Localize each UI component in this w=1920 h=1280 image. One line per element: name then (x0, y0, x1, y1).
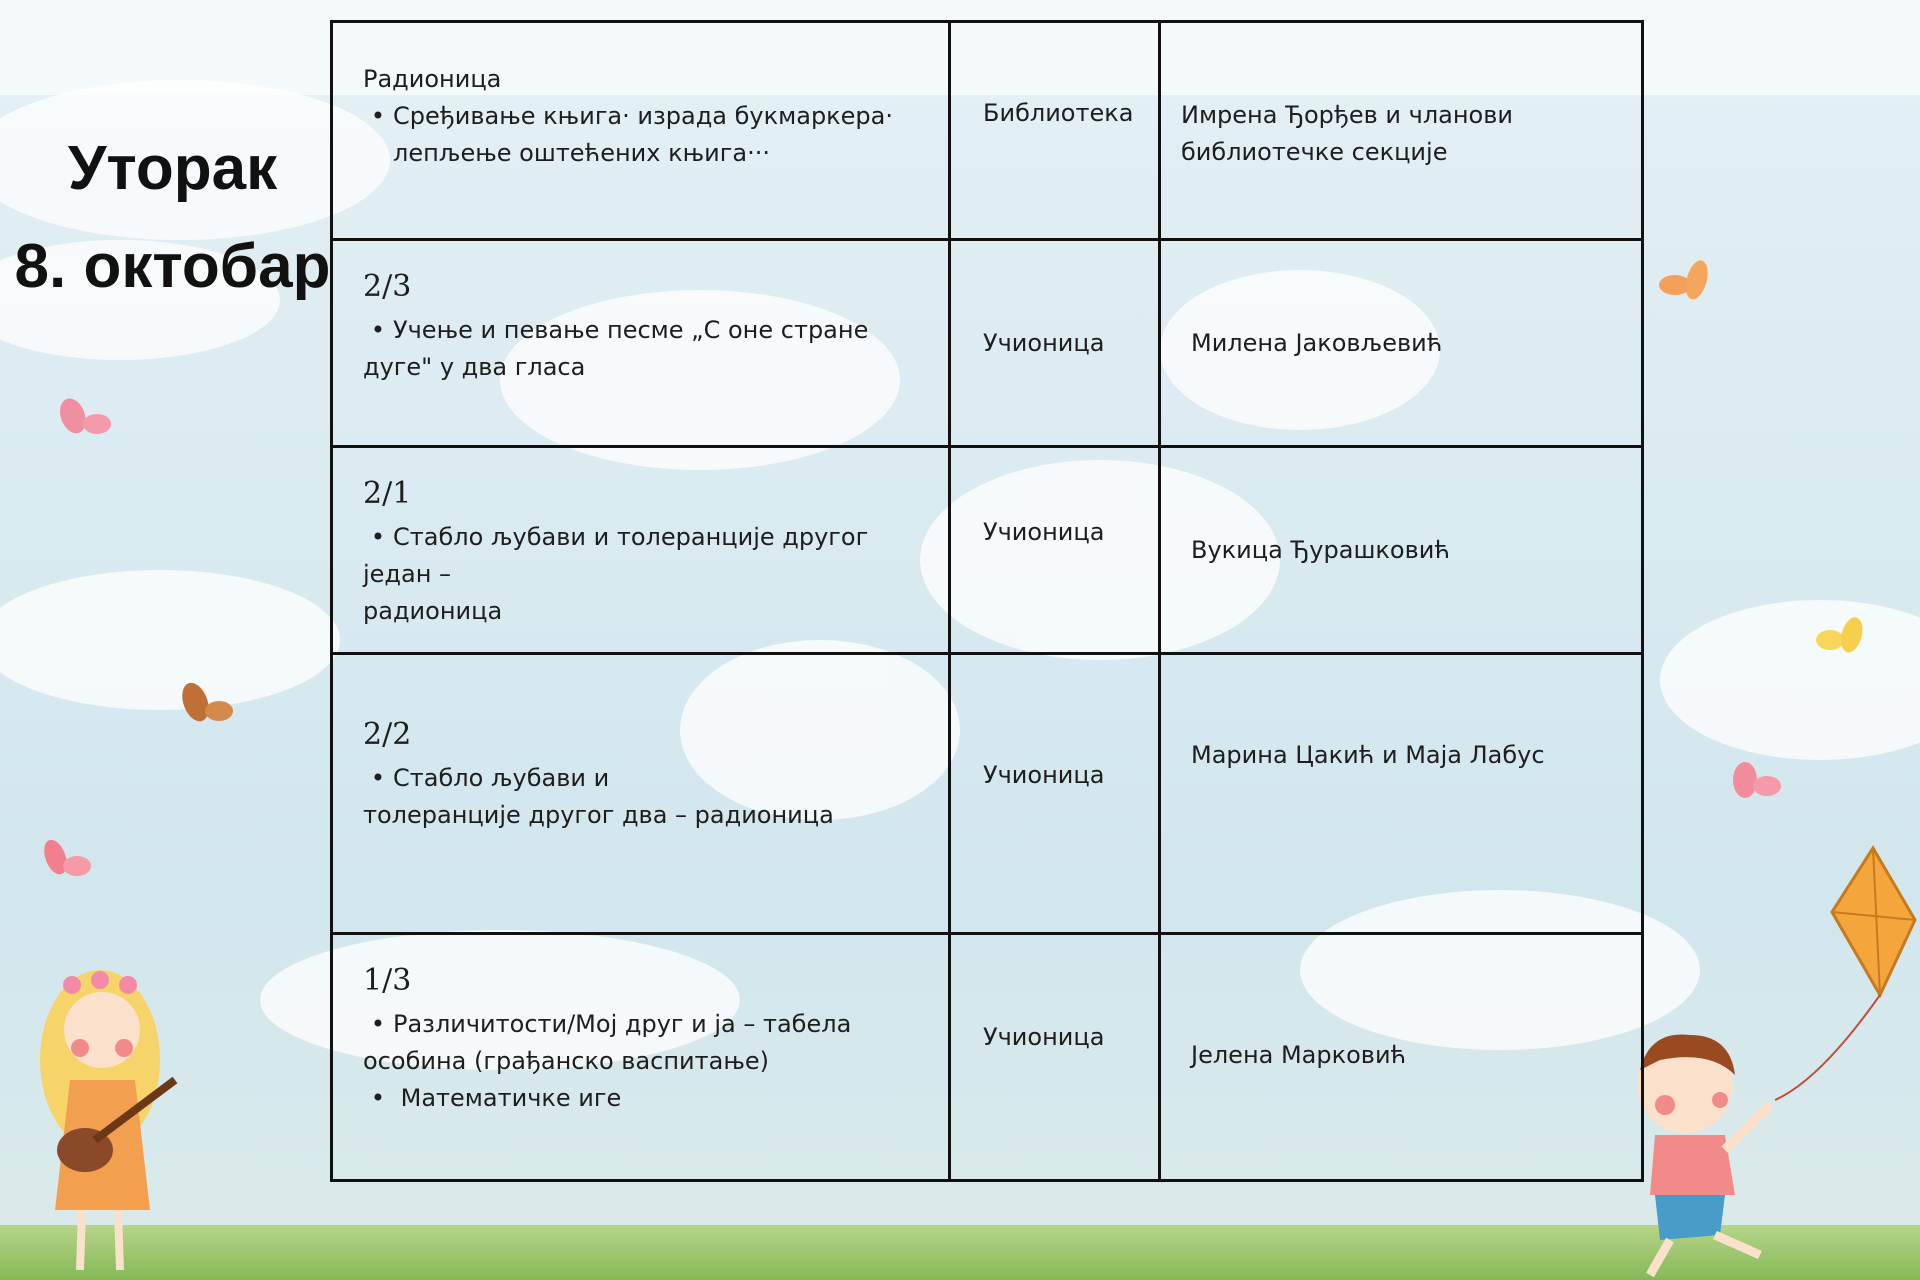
activity-cell (332, 22, 950, 240)
person-cell (1160, 22, 1643, 240)
place-cell (950, 22, 1160, 240)
table-row (332, 934, 1643, 1181)
activity-line: • Учење и певање песме „С оне стране (363, 312, 928, 349)
class-label: 2/2 (363, 717, 412, 752)
table-row (332, 22, 1643, 240)
activity-line: дуге" у два гласа (363, 353, 586, 381)
bullet-icon: • (370, 102, 386, 130)
place-text: Библиотека (983, 99, 1134, 127)
schedule-table (330, 20, 1644, 1182)
activity-line: • Сређивање књига· израда букмаркера· (363, 98, 928, 135)
activity-cell (332, 447, 950, 654)
person-line: Марина Цакић и Маја Лабус (1191, 741, 1545, 769)
activity-title: Радионица (363, 65, 502, 93)
class-label: 2/1 (363, 476, 412, 511)
table-row (332, 240, 1643, 447)
place-cell (950, 654, 1160, 934)
activity-cell (332, 654, 950, 934)
activity-line: радионица (363, 597, 503, 625)
person-cell (1160, 934, 1643, 1181)
place-cell (950, 934, 1160, 1181)
place-cell (950, 447, 1160, 654)
place-cell (950, 240, 1160, 447)
person-cell (1160, 447, 1643, 654)
person-line: библиотечке секције (1181, 138, 1448, 166)
table-row (332, 654, 1643, 934)
place-text: Учионица (983, 518, 1105, 546)
table-row (332, 447, 1643, 654)
person-cell (1160, 240, 1643, 447)
activity-line: • Стабло љубави и толеранције другог један – (363, 519, 928, 593)
bullet-icon: • (370, 316, 386, 344)
activity-line: толеранције другог два – радионица (363, 801, 834, 829)
person-cell (1160, 654, 1643, 934)
activity-line: • Различитости/Мој друг и ја – табела (363, 1006, 928, 1043)
bullet-icon: • (370, 764, 386, 792)
place-text: Учионица (983, 329, 1105, 357)
person-line: Вукица Ђурашковић (1191, 536, 1450, 564)
day-heading: Уторак (67, 134, 278, 203)
activity-line: лепљење оштећених књига··· (393, 139, 770, 167)
class-label: 1/3 (363, 963, 412, 998)
date-heading: 8. октобар (14, 232, 331, 301)
place-text: Учионица (983, 761, 1105, 789)
activity-line: • Математичке иге (363, 1080, 928, 1117)
person-line: Јелена Марковић (1191, 1041, 1407, 1069)
activity-line: особина (грађанско васпитање) (363, 1047, 770, 1075)
place-text: Учионица (983, 1023, 1105, 1051)
class-label: 2/3 (363, 269, 412, 304)
bullet-icon: • (370, 1084, 386, 1112)
activity-cell (332, 240, 950, 447)
person-line: Имрена Ђорђев и чланови (1181, 101, 1513, 129)
person-line: Милена Јаковљевић (1191, 329, 1443, 357)
activity-cell (332, 934, 950, 1181)
bullet-icon: • (370, 523, 386, 551)
activity-line: • Стабло љубави и (363, 760, 928, 797)
bullet-icon: • (370, 1010, 386, 1038)
